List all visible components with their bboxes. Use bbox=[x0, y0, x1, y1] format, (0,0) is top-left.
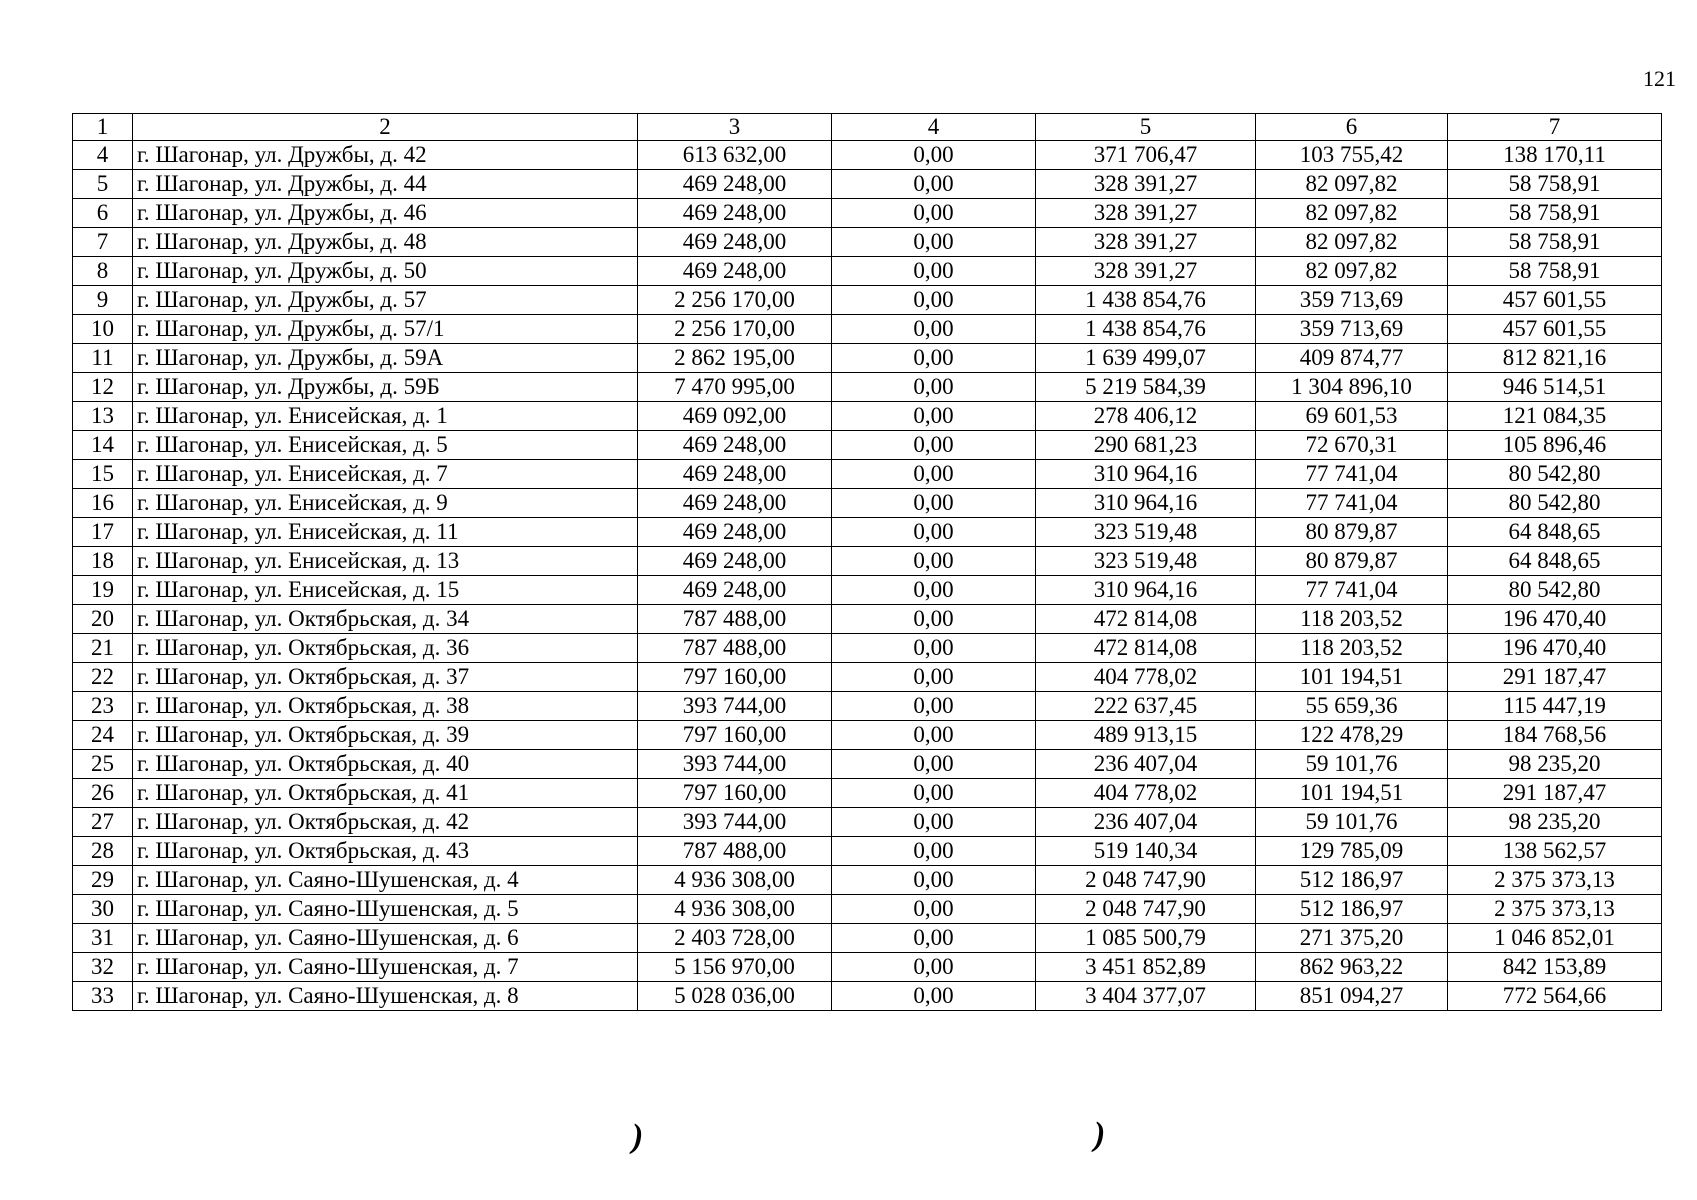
value-cell: 236 407,04 bbox=[1036, 750, 1256, 779]
value-cell: 4 936 308,00 bbox=[638, 895, 832, 924]
value-cell: 0,00 bbox=[832, 663, 1036, 692]
value-cell: 1 046 852,01 bbox=[1448, 924, 1662, 953]
value-cell: 3 404 377,07 bbox=[1036, 982, 1256, 1011]
table-body bbox=[73, 114, 1662, 1011]
address-cell: г. Шагонар, ул. Дружбы, д. 46 bbox=[133, 199, 638, 228]
value-cell: 2 375 373,13 bbox=[1448, 895, 1662, 924]
row-number: 20 bbox=[73, 605, 133, 634]
value-cell: 323 519,48 bbox=[1036, 518, 1256, 547]
value-cell: 118 203,52 bbox=[1256, 605, 1448, 634]
table-row bbox=[73, 924, 1662, 953]
address-cell: г. Шагонар, ул. Дружбы, д. 48 bbox=[133, 228, 638, 257]
row-number: 27 bbox=[73, 808, 133, 837]
value-cell: 0,00 bbox=[832, 634, 1036, 663]
value-cell: 196 470,40 bbox=[1448, 605, 1662, 634]
value-cell: 2 256 170,00 bbox=[638, 286, 832, 315]
row-number: 28 bbox=[73, 837, 133, 866]
handwritten-mark: ) bbox=[1094, 1116, 1106, 1153]
value-cell: 862 963,22 bbox=[1256, 953, 1448, 982]
table-row bbox=[73, 663, 1662, 692]
value-cell: 469 248,00 bbox=[638, 547, 832, 576]
row-number: 30 bbox=[73, 895, 133, 924]
row-number: 4 bbox=[73, 141, 133, 170]
value-cell: 115 447,19 bbox=[1448, 692, 1662, 721]
table-row bbox=[73, 547, 1662, 576]
row-number: 26 bbox=[73, 779, 133, 808]
value-cell: 310 964,16 bbox=[1036, 489, 1256, 518]
value-cell: 0,00 bbox=[832, 199, 1036, 228]
value-cell: 80 542,80 bbox=[1448, 489, 1662, 518]
address-cell: г. Шагонар, ул. Енисейская, д. 9 bbox=[133, 489, 638, 518]
row-number: 12 bbox=[73, 373, 133, 402]
address-cell: г. Шагонар, ул. Енисейская, д. 11 bbox=[133, 518, 638, 547]
value-cell: 82 097,82 bbox=[1256, 228, 1448, 257]
table-row bbox=[73, 692, 1662, 721]
value-cell: 122 478,29 bbox=[1256, 721, 1448, 750]
value-cell: 0,00 bbox=[832, 402, 1036, 431]
value-cell: 0,00 bbox=[832, 692, 1036, 721]
value-cell: 77 741,04 bbox=[1256, 489, 1448, 518]
address-cell: г. Шагонар, ул. Дружбы, д. 50 bbox=[133, 257, 638, 286]
table-row bbox=[73, 344, 1662, 373]
value-cell: 103 755,42 bbox=[1256, 141, 1448, 170]
value-cell: 0,00 bbox=[832, 924, 1036, 953]
table-row bbox=[73, 199, 1662, 228]
value-cell: 58 758,91 bbox=[1448, 228, 1662, 257]
value-cell: 59 101,76 bbox=[1256, 808, 1448, 837]
value-cell: 55 659,36 bbox=[1256, 692, 1448, 721]
value-cell: 613 632,00 bbox=[638, 141, 832, 170]
value-cell: 469 248,00 bbox=[638, 170, 832, 199]
address-cell: г. Шагонар, ул. Енисейская, д. 15 bbox=[133, 576, 638, 605]
row-number: 16 bbox=[73, 489, 133, 518]
value-cell: 0,00 bbox=[832, 982, 1036, 1011]
row-number: 8 bbox=[73, 257, 133, 286]
value-cell: 469 248,00 bbox=[638, 199, 832, 228]
value-cell: 310 964,16 bbox=[1036, 460, 1256, 489]
value-cell: 80 879,87 bbox=[1256, 547, 1448, 576]
value-cell: 469 248,00 bbox=[638, 576, 832, 605]
value-cell: 310 964,16 bbox=[1036, 576, 1256, 605]
value-cell: 787 488,00 bbox=[638, 837, 832, 866]
value-cell: 328 391,27 bbox=[1036, 199, 1256, 228]
value-cell: 98 235,20 bbox=[1448, 750, 1662, 779]
handwritten-mark: ) bbox=[632, 1118, 644, 1155]
value-cell: 797 160,00 bbox=[638, 721, 832, 750]
address-cell: г. Шагонар, ул. Енисейская, д. 1 bbox=[133, 402, 638, 431]
value-cell: 80 542,80 bbox=[1448, 576, 1662, 605]
value-cell: 812 821,16 bbox=[1448, 344, 1662, 373]
value-cell: 371 706,47 bbox=[1036, 141, 1256, 170]
column-header: 4 bbox=[832, 114, 1036, 141]
value-cell: 196 470,40 bbox=[1448, 634, 1662, 663]
address-cell: г. Шагонар, ул. Октябрьская, д. 41 bbox=[133, 779, 638, 808]
address-cell: г. Шагонар, ул. Дружбы, д. 42 bbox=[133, 141, 638, 170]
value-cell: 787 488,00 bbox=[638, 634, 832, 663]
address-cell: г. Шагонар, ул. Октябрьская, д. 37 bbox=[133, 663, 638, 692]
value-cell: 469 248,00 bbox=[638, 489, 832, 518]
value-cell: 0,00 bbox=[832, 866, 1036, 895]
table-row bbox=[73, 257, 1662, 286]
row-number: 13 bbox=[73, 402, 133, 431]
row-number: 9 bbox=[73, 286, 133, 315]
value-cell: 118 203,52 bbox=[1256, 634, 1448, 663]
value-cell: 0,00 bbox=[832, 808, 1036, 837]
value-cell: 2 403 728,00 bbox=[638, 924, 832, 953]
value-cell: 0,00 bbox=[832, 721, 1036, 750]
value-cell: 77 741,04 bbox=[1256, 460, 1448, 489]
value-cell: 323 519,48 bbox=[1036, 547, 1256, 576]
value-cell: 489 913,15 bbox=[1036, 721, 1256, 750]
value-cell: 58 758,91 bbox=[1448, 170, 1662, 199]
table-row bbox=[73, 895, 1662, 924]
value-cell: 0,00 bbox=[832, 170, 1036, 199]
value-cell: 519 140,34 bbox=[1036, 837, 1256, 866]
value-cell: 409 874,77 bbox=[1256, 344, 1448, 373]
data-table bbox=[72, 113, 1662, 1011]
table-row bbox=[73, 837, 1662, 866]
value-cell: 4 936 308,00 bbox=[638, 866, 832, 895]
value-cell: 64 848,65 bbox=[1448, 518, 1662, 547]
value-cell: 457 601,55 bbox=[1448, 286, 1662, 315]
value-cell: 472 814,08 bbox=[1036, 605, 1256, 634]
row-number: 10 bbox=[73, 315, 133, 344]
value-cell: 101 194,51 bbox=[1256, 779, 1448, 808]
table-row bbox=[73, 315, 1662, 344]
row-number: 25 bbox=[73, 750, 133, 779]
value-cell: 0,00 bbox=[832, 489, 1036, 518]
row-number: 7 bbox=[73, 228, 133, 257]
row-number: 32 bbox=[73, 953, 133, 982]
address-cell: г. Шагонар, ул. Дружбы, д. 44 bbox=[133, 170, 638, 199]
value-cell: 472 814,08 bbox=[1036, 634, 1256, 663]
address-cell: г. Шагонар, ул. Саяно-Шушенская, д. 4 bbox=[133, 866, 638, 895]
address-cell: г. Шагонар, ул. Енисейская, д. 13 bbox=[133, 547, 638, 576]
value-cell: 2 256 170,00 bbox=[638, 315, 832, 344]
value-cell: 469 248,00 bbox=[638, 431, 832, 460]
value-cell: 121 084,35 bbox=[1448, 402, 1662, 431]
value-cell: 404 778,02 bbox=[1036, 663, 1256, 692]
value-cell: 1 085 500,79 bbox=[1036, 924, 1256, 953]
value-cell: 0,00 bbox=[832, 228, 1036, 257]
value-cell: 82 097,82 bbox=[1256, 170, 1448, 199]
column-header: 7 bbox=[1448, 114, 1662, 141]
table-row bbox=[73, 576, 1662, 605]
value-cell: 2 048 747,90 bbox=[1036, 895, 1256, 924]
value-cell: 98 235,20 bbox=[1448, 808, 1662, 837]
value-cell: 0,00 bbox=[832, 576, 1036, 605]
value-cell: 0,00 bbox=[832, 141, 1036, 170]
value-cell: 0,00 bbox=[832, 953, 1036, 982]
address-cell: г. Шагонар, ул. Октябрьская, д. 38 bbox=[133, 692, 638, 721]
row-number: 6 bbox=[73, 199, 133, 228]
value-cell: 5 028 036,00 bbox=[638, 982, 832, 1011]
value-cell: 469 248,00 bbox=[638, 257, 832, 286]
address-cell: г. Шагонар, ул. Саяно-Шушенская, д. 5 bbox=[133, 895, 638, 924]
table-row bbox=[73, 286, 1662, 315]
table-row bbox=[73, 605, 1662, 634]
value-cell: 0,00 bbox=[832, 344, 1036, 373]
address-cell: г. Шагонар, ул. Енисейская, д. 5 bbox=[133, 431, 638, 460]
row-number: 22 bbox=[73, 663, 133, 692]
row-number: 21 bbox=[73, 634, 133, 663]
value-cell: 469 092,00 bbox=[638, 402, 832, 431]
value-cell: 184 768,56 bbox=[1448, 721, 1662, 750]
row-number: 24 bbox=[73, 721, 133, 750]
value-cell: 0,00 bbox=[832, 286, 1036, 315]
address-cell: г. Шагонар, ул. Октябрьская, д. 36 bbox=[133, 634, 638, 663]
value-cell: 512 186,97 bbox=[1256, 895, 1448, 924]
value-cell: 393 744,00 bbox=[638, 692, 832, 721]
address-cell: г. Шагонар, ул. Саяно-Шушенская, д. 7 bbox=[133, 953, 638, 982]
table-row bbox=[73, 518, 1662, 547]
table-row bbox=[73, 431, 1662, 460]
table-row bbox=[73, 750, 1662, 779]
value-cell: 0,00 bbox=[832, 315, 1036, 344]
value-cell: 328 391,27 bbox=[1036, 170, 1256, 199]
value-cell: 0,00 bbox=[832, 257, 1036, 286]
value-cell: 5 219 584,39 bbox=[1036, 373, 1256, 402]
address-cell: г. Шагонар, ул. Енисейская, д. 7 bbox=[133, 460, 638, 489]
value-cell: 80 542,80 bbox=[1448, 460, 1662, 489]
address-cell: г. Шагонар, ул. Октябрьская, д. 43 bbox=[133, 837, 638, 866]
table-row bbox=[73, 402, 1662, 431]
value-cell: 469 248,00 bbox=[638, 228, 832, 257]
value-cell: 404 778,02 bbox=[1036, 779, 1256, 808]
value-cell: 359 713,69 bbox=[1256, 286, 1448, 315]
value-cell: 58 758,91 bbox=[1448, 199, 1662, 228]
value-cell: 393 744,00 bbox=[638, 750, 832, 779]
value-cell: 77 741,04 bbox=[1256, 576, 1448, 605]
address-cell: г. Шагонар, ул. Дружбы, д. 57/1 bbox=[133, 315, 638, 344]
table-row bbox=[73, 866, 1662, 895]
table-row bbox=[73, 228, 1662, 257]
value-cell: 82 097,82 bbox=[1256, 257, 1448, 286]
value-cell: 797 160,00 bbox=[638, 663, 832, 692]
value-cell: 0,00 bbox=[832, 895, 1036, 924]
value-cell: 851 094,27 bbox=[1256, 982, 1448, 1011]
row-number: 31 bbox=[73, 924, 133, 953]
value-cell: 328 391,27 bbox=[1036, 228, 1256, 257]
value-cell: 105 896,46 bbox=[1448, 431, 1662, 460]
value-cell: 1 438 854,76 bbox=[1036, 286, 1256, 315]
value-cell: 2 375 373,13 bbox=[1448, 866, 1662, 895]
row-number: 18 bbox=[73, 547, 133, 576]
address-cell: г. Шагонар, ул. Саяно-Шушенская, д. 6 bbox=[133, 924, 638, 953]
value-cell: 3 451 852,89 bbox=[1036, 953, 1256, 982]
column-header: 1 bbox=[73, 114, 133, 141]
value-cell: 2 048 747,90 bbox=[1036, 866, 1256, 895]
value-cell: 278 406,12 bbox=[1036, 402, 1256, 431]
row-number: 23 bbox=[73, 692, 133, 721]
value-cell: 2 862 195,00 bbox=[638, 344, 832, 373]
value-cell: 58 758,91 bbox=[1448, 257, 1662, 286]
address-cell: г. Шагонар, ул. Октябрьская, д. 34 bbox=[133, 605, 638, 634]
value-cell: 393 744,00 bbox=[638, 808, 832, 837]
value-cell: 0,00 bbox=[832, 750, 1036, 779]
address-cell: г. Шагонар, ул. Дружбы, д. 59Б bbox=[133, 373, 638, 402]
value-cell: 1 304 896,10 bbox=[1256, 373, 1448, 402]
value-cell: 222 637,45 bbox=[1036, 692, 1256, 721]
address-cell: г. Шагонар, ул. Октябрьская, д. 39 bbox=[133, 721, 638, 750]
value-cell: 0,00 bbox=[832, 518, 1036, 547]
address-cell: г. Шагонар, ул. Октябрьская, д. 42 bbox=[133, 808, 638, 837]
value-cell: 64 848,65 bbox=[1448, 547, 1662, 576]
value-cell: 0,00 bbox=[832, 837, 1036, 866]
table-row bbox=[73, 489, 1662, 518]
value-cell: 946 514,51 bbox=[1448, 373, 1662, 402]
value-cell: 0,00 bbox=[832, 460, 1036, 489]
value-cell: 0,00 bbox=[832, 605, 1036, 634]
value-cell: 138 562,57 bbox=[1448, 837, 1662, 866]
value-cell: 469 248,00 bbox=[638, 460, 832, 489]
address-cell: г. Шагонар, ул. Дружбы, д. 59А bbox=[133, 344, 638, 373]
column-header: 6 bbox=[1256, 114, 1448, 141]
address-cell: г. Шагонар, ул. Октябрьская, д. 40 bbox=[133, 750, 638, 779]
value-cell: 512 186,97 bbox=[1256, 866, 1448, 895]
value-cell: 0,00 bbox=[832, 373, 1036, 402]
row-number: 33 bbox=[73, 982, 133, 1011]
value-cell: 7 470 995,00 bbox=[638, 373, 832, 402]
value-cell: 842 153,89 bbox=[1448, 953, 1662, 982]
value-cell: 80 879,87 bbox=[1256, 518, 1448, 547]
value-cell: 1 639 499,07 bbox=[1036, 344, 1256, 373]
value-cell: 359 713,69 bbox=[1256, 315, 1448, 344]
value-cell: 0,00 bbox=[832, 547, 1036, 576]
table-row bbox=[73, 982, 1662, 1011]
row-number: 5 bbox=[73, 170, 133, 199]
table-row bbox=[73, 721, 1662, 750]
row-number: 29 bbox=[73, 866, 133, 895]
value-cell: 129 785,09 bbox=[1256, 837, 1448, 866]
value-cell: 101 194,51 bbox=[1256, 663, 1448, 692]
table-row bbox=[73, 141, 1662, 170]
table-row bbox=[73, 953, 1662, 982]
table-row bbox=[73, 373, 1662, 402]
column-header: 5 bbox=[1036, 114, 1256, 141]
value-cell: 291 187,47 bbox=[1448, 779, 1662, 808]
value-cell: 1 438 854,76 bbox=[1036, 315, 1256, 344]
value-cell: 797 160,00 bbox=[638, 779, 832, 808]
row-number: 11 bbox=[73, 344, 133, 373]
table-row bbox=[73, 779, 1662, 808]
value-cell: 0,00 bbox=[832, 779, 1036, 808]
value-cell: 72 670,31 bbox=[1256, 431, 1448, 460]
row-number: 14 bbox=[73, 431, 133, 460]
column-header: 3 bbox=[638, 114, 832, 141]
value-cell: 328 391,27 bbox=[1036, 257, 1256, 286]
table-row bbox=[73, 460, 1662, 489]
page-number: 121 bbox=[1643, 66, 1676, 91]
table-row bbox=[73, 634, 1662, 663]
value-cell: 787 488,00 bbox=[638, 605, 832, 634]
value-cell: 271 375,20 bbox=[1256, 924, 1448, 953]
address-cell: г. Шагонар, ул. Саяно-Шушенская, д. 8 bbox=[133, 982, 638, 1011]
table-row bbox=[73, 170, 1662, 199]
value-cell: 236 407,04 bbox=[1036, 808, 1256, 837]
row-number: 15 bbox=[73, 460, 133, 489]
value-cell: 457 601,55 bbox=[1448, 315, 1662, 344]
value-cell: 59 101,76 bbox=[1256, 750, 1448, 779]
value-cell: 5 156 970,00 bbox=[638, 953, 832, 982]
row-number: 19 bbox=[73, 576, 133, 605]
value-cell: 69 601,53 bbox=[1256, 402, 1448, 431]
value-cell: 290 681,23 bbox=[1036, 431, 1256, 460]
value-cell: 138 170,11 bbox=[1448, 141, 1662, 170]
column-number-row bbox=[73, 114, 1662, 141]
row-number: 17 bbox=[73, 518, 133, 547]
column-header: 2 bbox=[133, 114, 638, 141]
address-cell: г. Шагонар, ул. Дружбы, д. 57 bbox=[133, 286, 638, 315]
value-cell: 772 564,66 bbox=[1448, 982, 1662, 1011]
value-cell: 469 248,00 bbox=[638, 518, 832, 547]
value-cell: 0,00 bbox=[832, 431, 1036, 460]
value-cell: 291 187,47 bbox=[1448, 663, 1662, 692]
value-cell: 82 097,82 bbox=[1256, 199, 1448, 228]
table-row bbox=[73, 808, 1662, 837]
